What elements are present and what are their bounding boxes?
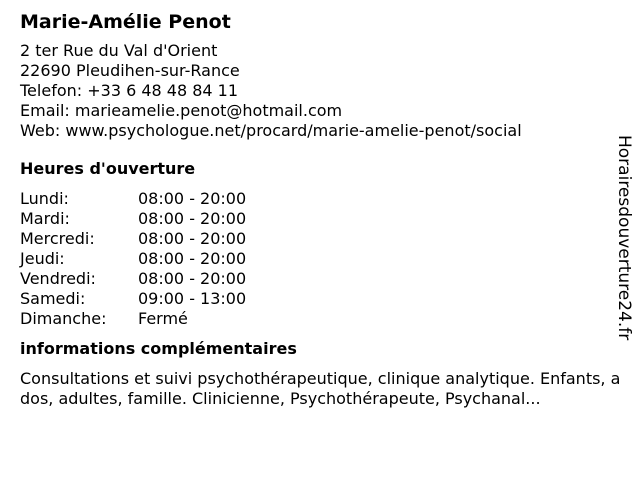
day-label: Mercredi:: [20, 229, 95, 248]
opening-hours-table: [20, 189, 246, 329]
additional-info-text: Consultations et suivi psychothérapeutique, clinique analytique. Enfants, ados, adultes, famille. Clinicienne, Psychothérapeute, Psychanal...: [20, 369, 621, 408]
day-label: Lundi:: [20, 189, 69, 208]
day-hours: 08:00 - 20:00: [138, 229, 247, 248]
day-label: Samedi:: [20, 289, 86, 308]
listing-card: [20, 10, 621, 409]
hours-row-sunday: [20, 309, 246, 329]
day-hours: Fermé: [138, 309, 188, 328]
day-hours: 08:00 - 20:00: [138, 269, 247, 288]
hours-row-monday: [20, 189, 246, 209]
hours-row-wednesday: [20, 229, 246, 249]
day-label: Dimanche:: [20, 309, 107, 328]
hours-row-thursday: [20, 249, 246, 269]
day-label: Jeudi:: [20, 249, 65, 268]
address-city: 22690 Pleudihen-sur-Rance: [20, 61, 240, 80]
hours-row-tuesday: [20, 209, 246, 229]
hours-row-friday: [20, 269, 246, 289]
address-street: 2 ter Rue du Val d'Orient: [20, 41, 218, 60]
day-label: Vendredi:: [20, 269, 96, 288]
site-watermark: Horairesdouverture24.fr: [614, 135, 634, 341]
listing-name: Marie-Amélie Penot: [20, 11, 231, 33]
website-line: Web: www.psychologue.net/procard/marie-amelie-penot/social: [20, 121, 522, 140]
phone-line: Telefon: +33 6 48 48 84 11: [20, 81, 239, 100]
day-hours: 08:00 - 20:00: [138, 249, 247, 268]
additional-info-heading: informations complémentaires: [20, 339, 297, 358]
day-hours: 08:00 - 20:00: [138, 209, 247, 228]
email-line: Email: marieamelie.penot@hotmail.com: [20, 101, 343, 120]
day-hours: 09:00 - 13:00: [138, 289, 247, 308]
hours-row-saturday: [20, 289, 246, 309]
day-label: Mardi:: [20, 209, 70, 228]
day-hours: 08:00 - 20:00: [138, 189, 247, 208]
opening-hours-heading: Heures d'ouverture: [20, 159, 196, 178]
